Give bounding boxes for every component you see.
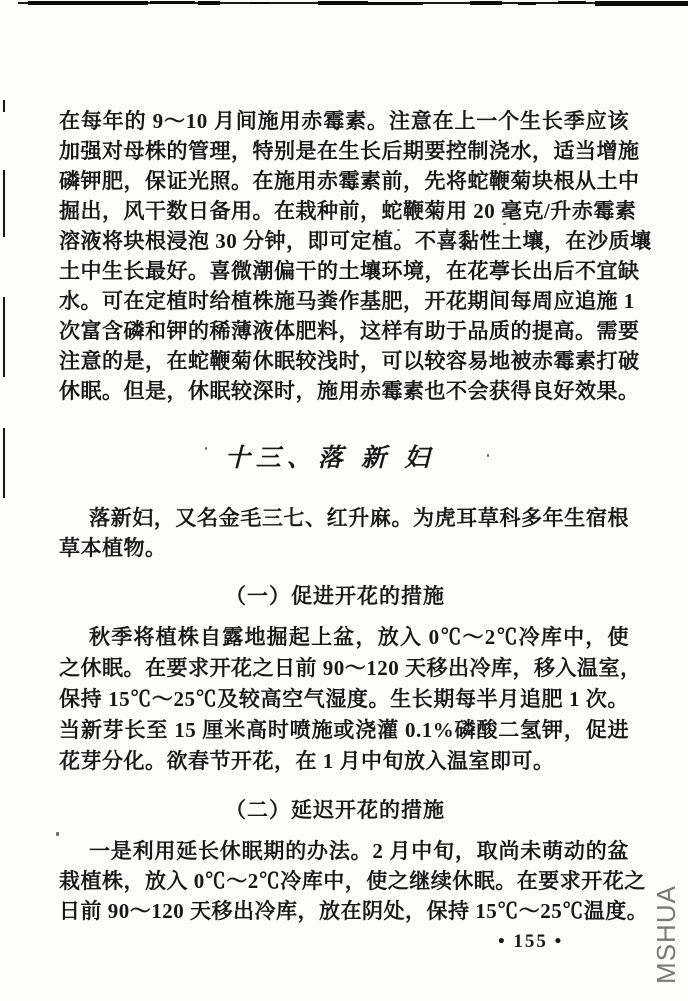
scan-artifact-left-dash (3, 170, 5, 237)
watermark-text: MSHUA (650, 884, 681, 984)
paragraph-delay-flowering (59, 836, 649, 926)
text-line: 次富含磷和钾的稀薄液体肥料，这样有助于品质的提高。需要 (59, 319, 640, 343)
text-line: 花芽分化。欲春节开花，在 1 月中旬放入温室即可。 (59, 749, 555, 773)
text-line: 当新芽长至 15 厘米高时喷施或浇灌 0.1%磷酸二氢钾，促进 (59, 718, 629, 742)
scan-artifact-top-segment (595, 1, 688, 6)
text-line: 掘出，风干数日备用。在栽种前，蛇鞭菊用 20 毫克/升赤霉素 (59, 199, 637, 223)
text-line: 注意的是，在蛇鞭菊休眠较浅时，可以较容易地被赤霉素打破 (59, 349, 640, 373)
paragraph-gibberellin-continued (59, 106, 652, 406)
scan-artifact-top-segment (28, 1, 148, 5)
text-line: 水。可在定植时给植株施马粪作基肥，开花期间每周应追施 1 (59, 289, 635, 313)
chapter-heading: 十三、落 新 妇 (224, 445, 436, 472)
text-line: 日前 90～120 天移出冷库，放在阴处，保持 15℃～25℃温度。 (59, 899, 649, 923)
section-heading-delay-flowering: （二）延迟开花的措施 (225, 798, 445, 822)
text-line: 保持 15℃～25℃及较高空气湿度。生长期每半月追肥 1 次。 (59, 687, 629, 711)
scan-artifact-left-dash (3, 297, 5, 377)
scan-artifact-left-dash (3, 100, 5, 112)
scan-artifact-top-segment (150, 1, 195, 4)
text-line: 草本植物。 (59, 536, 167, 560)
text-line: 溶液将块根浸泡 30 分钟，即可定植。不喜黏性土壤，在沙质壤 (59, 229, 652, 253)
text-line: 土中生长最好。喜微潮偏干的土壤环境，在花葶长出后不宜缺 (59, 259, 640, 283)
scan-artifact-top-segment (368, 2, 423, 5)
watermark (649, 884, 683, 984)
scan-artifact-top-segment (558, 1, 586, 4)
text-line: 落新妇，又名金毛三七、红升麻。为虎耳草科多年生宿根 (89, 506, 629, 530)
paragraph-intro (59, 503, 629, 563)
text-line: 磷钾肥，保证光照。在施用赤霉素前，先将蛇鞭菊块根从土中 (59, 169, 640, 193)
text-line: 秋季将植株自露地掘起上盆，放入 0℃～2℃冷库中，使 (89, 625, 629, 649)
text-line: 在每年的 9～10 月间施用赤霉素。注意在上一个生长季应该 (59, 109, 629, 133)
scan-artifact-top-segment (198, 1, 220, 5)
page-number: • 155 • (498, 931, 564, 952)
text-line: 栽植株，放入 0℃～2℃冷库中，使之继续休眠。在要求开花之 (59, 869, 646, 893)
text-line: 一是利用延长休眠期的办法。2 月中旬，取尚未萌动的盆 (89, 839, 629, 863)
scan-artifact-left-dash (3, 428, 5, 498)
text-line: 之休眠。在要求开花之日前 90～120 天移出冷库，移入温室， (59, 656, 642, 680)
scan-artifact-top-segment (470, 1, 502, 5)
scan-artifact-top-segment (518, 2, 536, 5)
paragraph-promote-flowering (59, 622, 642, 777)
text-line: 休眠。但是，休眠较深时，施用赤霉素也不会获得良好效果。 (59, 379, 640, 403)
section-heading-promote-flowering: （一）促进开花的措施 (225, 584, 445, 608)
text-line: 加强对母株的管理，特别是在生长后期要控制浇水，适当增施 (59, 139, 640, 163)
scan-artifact-top-segment (250, 2, 270, 4)
scan-artifact-top-segment (318, 1, 368, 5)
